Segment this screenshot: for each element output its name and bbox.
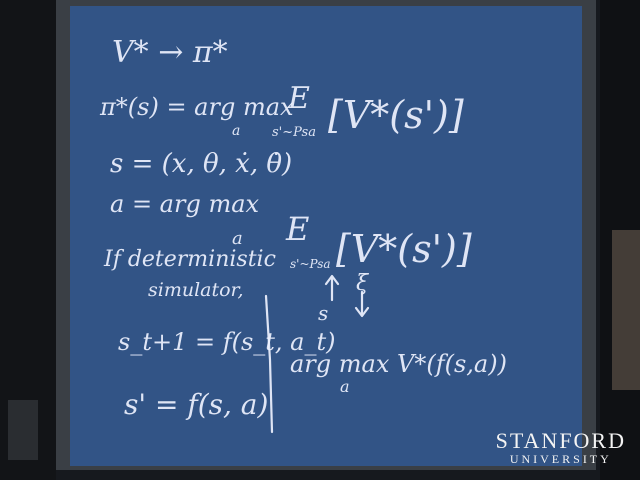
arrow-label-eps: ξ — [356, 271, 369, 296]
eq-line4-lhs: a = arg max — [110, 190, 260, 218]
eq-line2-lhs: π*(s) = arg max — [100, 93, 294, 121]
eq-line1: V* → π* — [112, 35, 228, 70]
logo-main-text: STANFORD — [495, 428, 626, 453]
eq-line2-E-sub: s'~Psa — [272, 125, 316, 140]
eq-line4-E-sub: s'~Psa — [290, 257, 331, 271]
left-eq1: s_t+1 = f(s_t, a_t) — [118, 328, 336, 356]
stanford-logo — [496, 430, 626, 466]
person-edge — [612, 230, 640, 390]
left-eq2: s' = f(s, a) — [124, 388, 269, 421]
eq-line4-E: E — [286, 210, 310, 248]
podium — [8, 400, 38, 460]
eq-line2-bracket: [V*(s')] — [328, 93, 464, 137]
eq-line4-bracket: [V*(s')] — [336, 227, 472, 271]
eq-line4-sub-a: a — [232, 228, 243, 249]
right-eq-sub: a — [340, 377, 350, 396]
left-note1: If deterministic — [104, 247, 276, 272]
right-eq: arg max V*(f(s,a)) — [290, 350, 507, 378]
arrow-label-s: s — [318, 301, 329, 325]
eq-line2-E: E — [288, 81, 310, 116]
left-note2: simulator, — [148, 279, 244, 301]
eq-line3: s = (x, θ, ẋ, θ̇) — [110, 149, 293, 179]
logo-sub-text: UNIVERSITY — [509, 452, 612, 466]
eq-line2-sub-a: a — [232, 123, 241, 139]
